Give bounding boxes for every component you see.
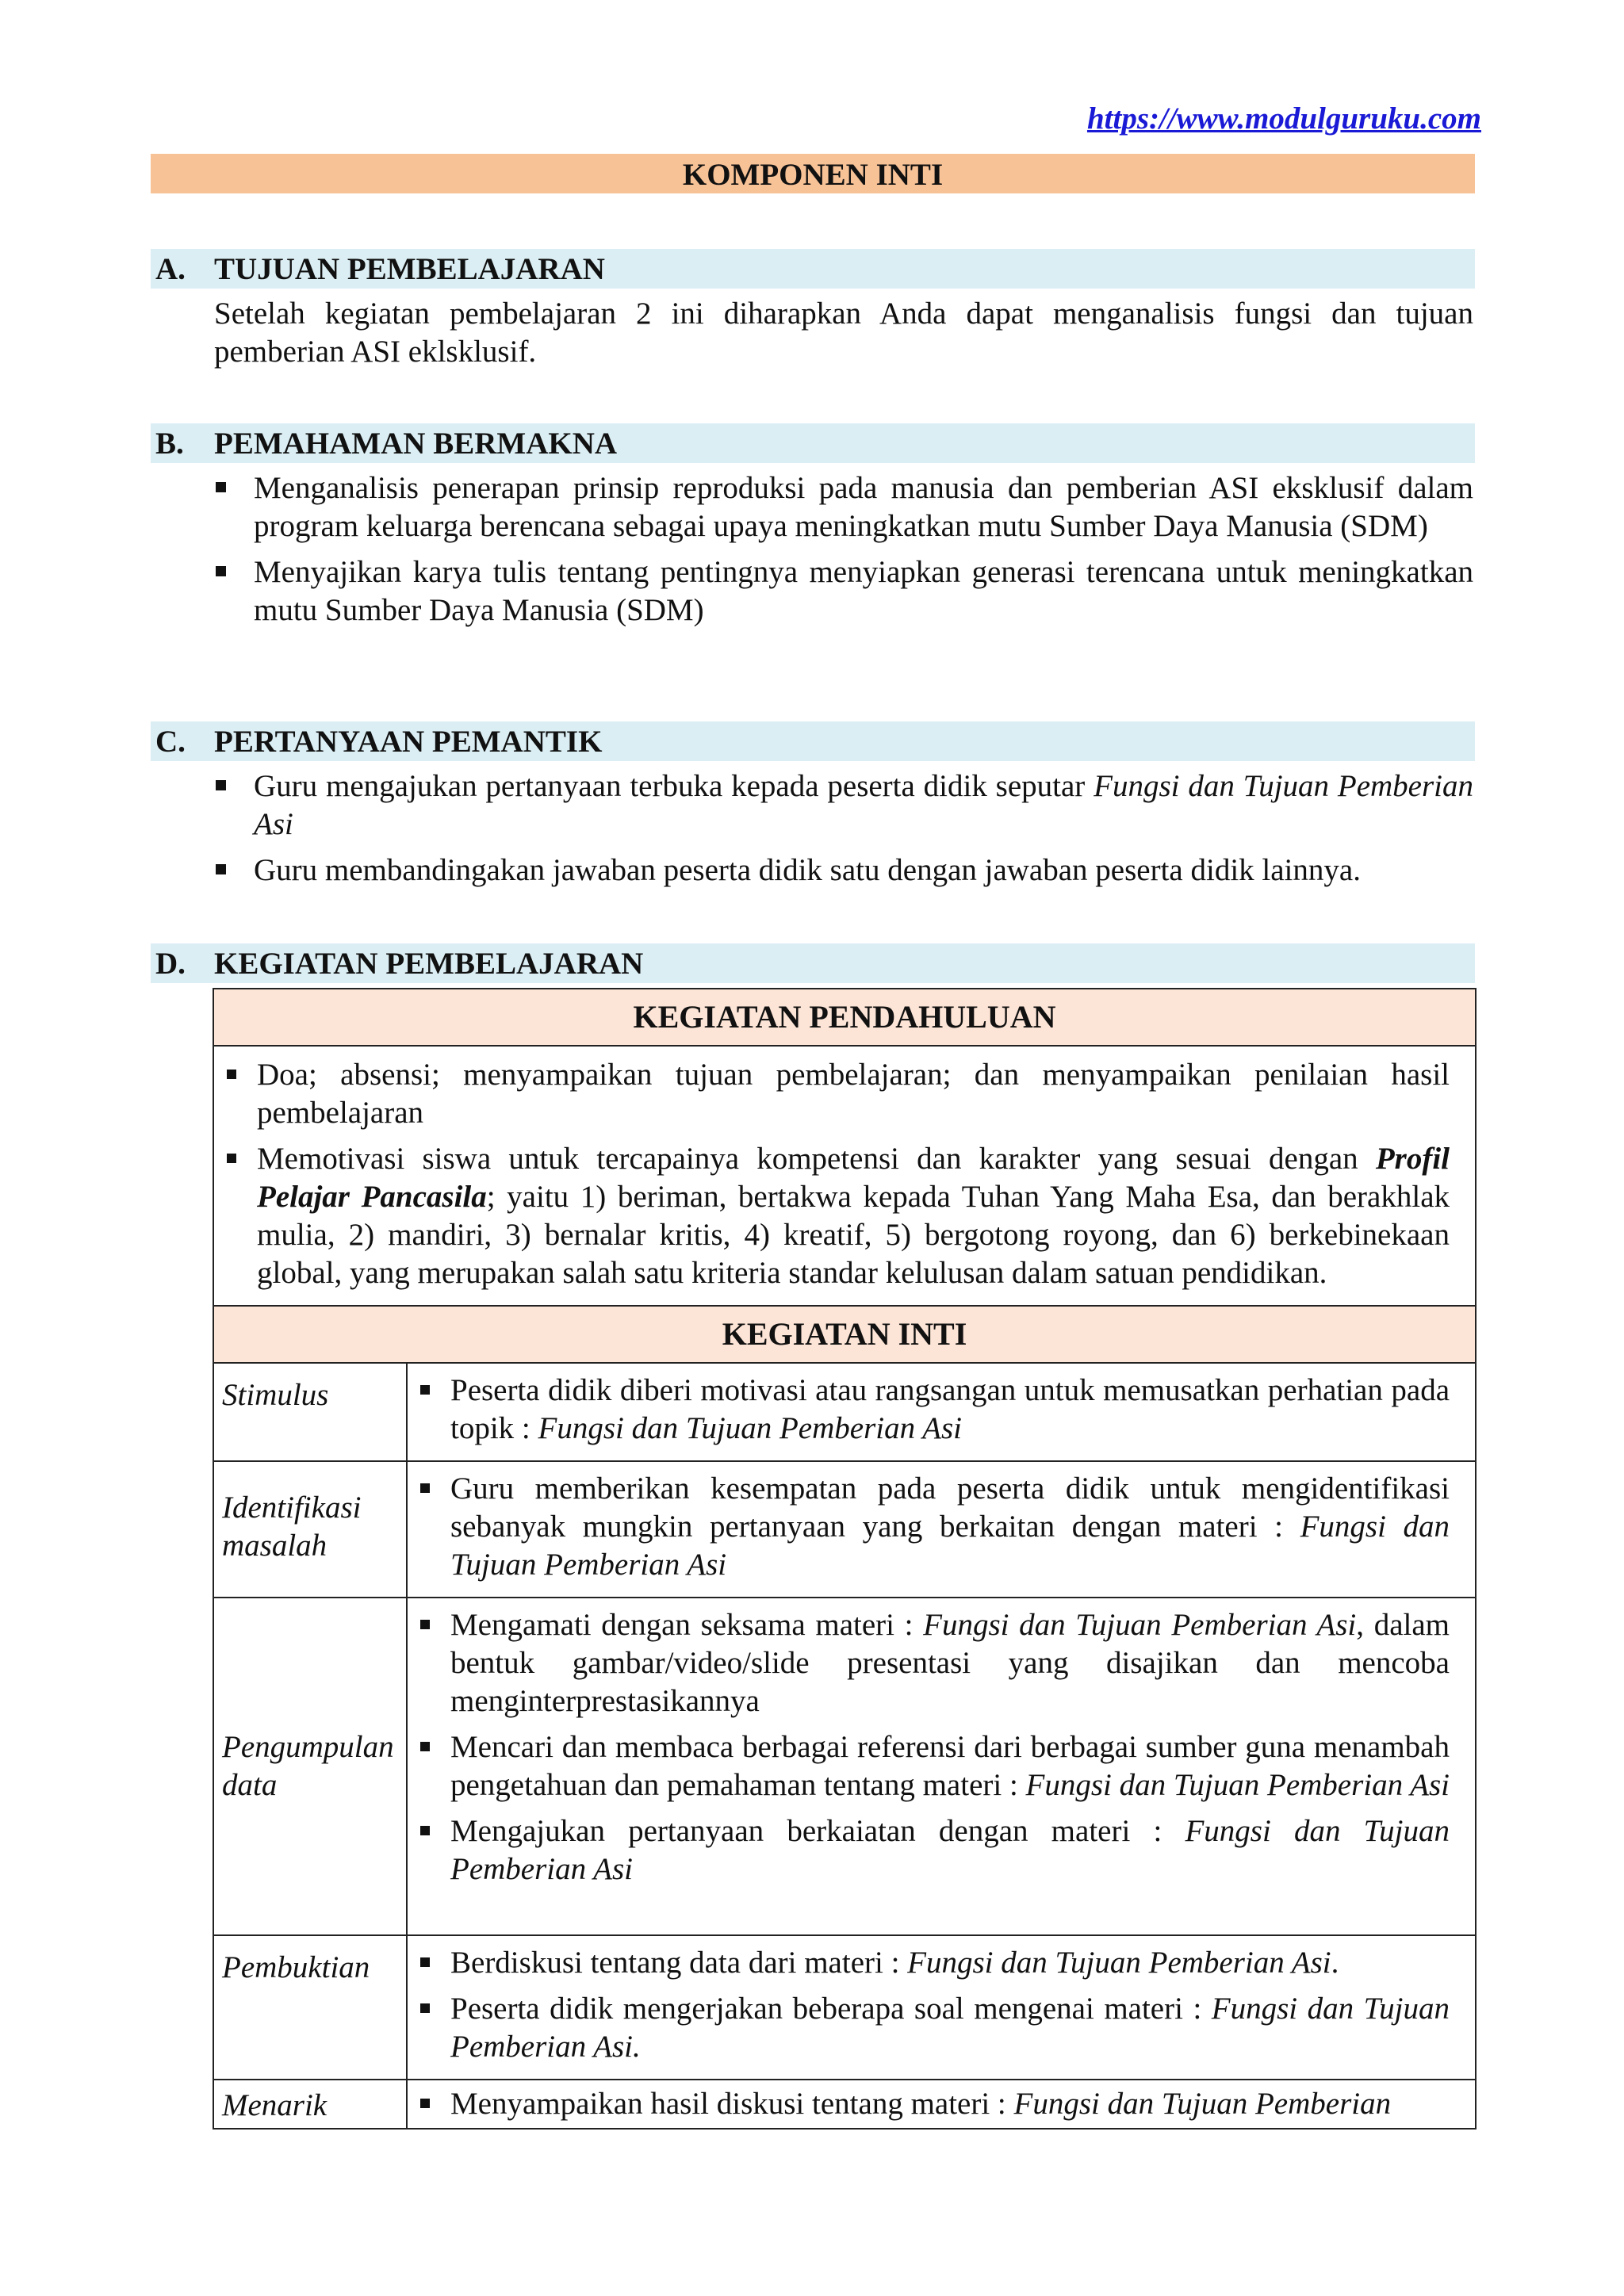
identifikasi-label: Identifikasi masalah	[213, 1461, 407, 1598]
section-d-heading	[151, 943, 1475, 983]
bullet-icon	[420, 2099, 430, 2108]
section-a-heading	[151, 249, 1475, 289]
list-item-text: Peserta didik mengerjakan beberapa soal mengenai materi :	[450, 1992, 1212, 2026]
section-b-list	[214, 469, 1473, 637]
page-title: KOMPONEN INTI	[151, 154, 1475, 193]
bullet-icon	[216, 780, 226, 790]
section-d-title: KEGIATAN PEMBELAJARAN	[214, 947, 644, 981]
list-item-text: Mengamati dengan seksama materi :	[450, 1608, 924, 1642]
list-item	[419, 1470, 1450, 1584]
section-b-heading	[151, 423, 1475, 463]
list-item-text: Memotivasi siswa untuk tercapainya kompetensi dan karakter yang sesuai dengan	[257, 1142, 1376, 1176]
list-item-text: Guru membandingakan jawaban peserta didik satu dengan jawaban peserta didik lainnya.	[254, 853, 1361, 887]
section-c-title: PERTANYAAN PEMANTIK	[214, 725, 603, 759]
topic-text: Fungsi dan Tujuan Pemberian Asi	[450, 1510, 1450, 1582]
section-b-letter: B.	[155, 427, 184, 461]
website-url-link[interactable]: https://www.modulguruku.com	[1086, 101, 1481, 136]
stimulus-content	[407, 1363, 1476, 1461]
list-item-text: Guru memberikan kesempatan pada peserta didik untuk mengidentifikasi sebanyak mungkin pertanyaan yang berkaitan dengan materi :	[450, 1471, 1450, 1544]
identifikasi-content	[407, 1461, 1476, 1598]
topic-text: Fungsi dan Tujuan Pemberian	[1013, 2087, 1392, 2121]
bullet-icon	[227, 1070, 236, 1079]
list-item-text: .	[1331, 1946, 1339, 1980]
list-item	[225, 1056, 1450, 1132]
list-item-text: , dalam bentuk gambar/video/slide presentasi yang disajikan dan mencoba menginterprestasikannya	[450, 1608, 1450, 1718]
list-item-text: Doa; absensi; menyampaikan tujuan pembelajaran; dan menyampaikan penilaian hasil pembelajaran	[257, 1058, 1450, 1130]
list-item-text: Menyajikan karya tulis tentang pentingnya menyiapkan generasi terencana untuk meningkatkan mutu Sumber Daya Manusia (SDM)	[254, 555, 1473, 627]
inti-header: KEGIATAN INTI	[213, 1306, 1476, 1363]
list-item	[419, 1944, 1450, 1982]
stimulus-label: Stimulus	[213, 1363, 407, 1461]
pembuktian-label: Pembuktian	[213, 1935, 407, 2080]
list-item	[214, 469, 1473, 545]
pendahuluan-header: KEGIATAN PENDAHULUAN	[213, 989, 1476, 1046]
pengumpulan-content	[407, 1598, 1476, 1935]
topic-text: Fungsi dan Tujuan Pemberian Asi	[538, 1411, 962, 1445]
list-item	[419, 1990, 1450, 2066]
bullet-icon	[420, 1483, 430, 1493]
pengumpulan-label: Pengumpulan data	[213, 1598, 407, 1935]
section-d-letter: D.	[155, 947, 186, 981]
topic-text: Fungsi dan Tujuan Pemberian Asi	[254, 769, 1473, 841]
list-item-text: Menganalisis penerapan prinsip reproduksi pada manusia dan pemberian ASI eksklusif dalam program keluarga berencana sebagai upaya meningkatkan mutu Sumber Daya Manusia (SDM)	[254, 471, 1473, 543]
section-c-heading	[151, 721, 1475, 761]
list-item-text: Menyampaikan hasil diskusi tentang materi :	[450, 2087, 1014, 2121]
list-item-text: Mengajukan pertanyaan berkaiatan dengan materi :	[450, 1814, 1185, 1848]
list-item	[419, 1372, 1450, 1448]
list-item	[214, 767, 1473, 844]
topic-text: Fungsi dan Tujuan Pemberian Asi	[1025, 1768, 1450, 1802]
topic-text: Fungsi dan Tujuan Pemberian Asi.	[450, 1992, 1450, 2064]
bullet-icon	[227, 1154, 236, 1163]
section-a-letter: A.	[155, 252, 186, 286]
list-item-text: Berdiskusi tentang data dari materi :	[450, 1946, 908, 1980]
bullet-icon	[216, 566, 226, 576]
pendahuluan-content	[213, 1046, 1476, 1306]
list-item	[419, 1606, 1450, 1720]
pembuktian-content	[407, 1935, 1476, 2080]
bullet-icon	[420, 1957, 430, 1967]
section-c-letter: C.	[155, 725, 186, 759]
list-item	[419, 1728, 1450, 1804]
list-item	[214, 851, 1473, 890]
bullet-icon	[420, 1826, 430, 1835]
list-item-text: Peserta didik diberi motivasi atau rangsangan untuk memusatkan perhatian pada topik :	[450, 1373, 1450, 1445]
profil-pancasila-text: Profil Pelajar Pancasila	[257, 1142, 1450, 1214]
section-a-title: TUJUAN PEMBELAJARAN	[214, 252, 605, 286]
bullet-icon	[420, 1385, 430, 1395]
list-item	[419, 1812, 1450, 1888]
section-c-list	[214, 767, 1473, 897]
topic-text: Fungsi dan Tujuan Pemberian Asi	[907, 1946, 1331, 1980]
menarik-label: Menarik	[213, 2080, 407, 2129]
list-item	[225, 1140, 1450, 1292]
list-item	[214, 553, 1473, 629]
topic-text: Fungsi dan Tujuan Pemberian Asi	[450, 1814, 1450, 1886]
bullet-icon	[420, 2003, 430, 2013]
list-item	[419, 2085, 1450, 2123]
list-item-text: Mencari dan membaca berbagai referensi dari berbagai sumber guna menambah pengetahuan dan pemahaman tentang materi :	[450, 1730, 1450, 1802]
section-a-paragraph: Setelah kegiatan pembelajaran 2 ini diharapkan Anda dapat menganalisis fungsi dan tujuan pemberian ASI eklsklusif.	[214, 297, 1473, 369]
section-b-title: PEMAHAMAN BERMAKNA	[214, 427, 618, 461]
bullet-icon	[216, 482, 226, 492]
topic-text: Fungsi dan Tujuan Pemberian Asi	[923, 1608, 1357, 1642]
list-item-text: Guru mengajukan pertanyaan terbuka kepada peserta didik seputar	[254, 769, 1094, 803]
learning-activities-table	[213, 988, 1477, 2130]
bullet-icon	[216, 864, 226, 874]
bullet-icon	[420, 1742, 430, 1751]
menarik-content	[407, 2080, 1476, 2129]
list-item-text: ; yaitu 1) beriman, bertakwa kepada Tuhan Yang Maha Esa, dan berakhlak mulia, 2) mandiri, 3) bernalar kritis, 4) kreatif, 5) bergotong royong, dan 6) berkebinekaan global, yang merupakan salah satu kriteria standar kelulusan dalam satuan pendidikan.	[257, 1180, 1450, 1290]
bullet-icon	[420, 1620, 430, 1629]
